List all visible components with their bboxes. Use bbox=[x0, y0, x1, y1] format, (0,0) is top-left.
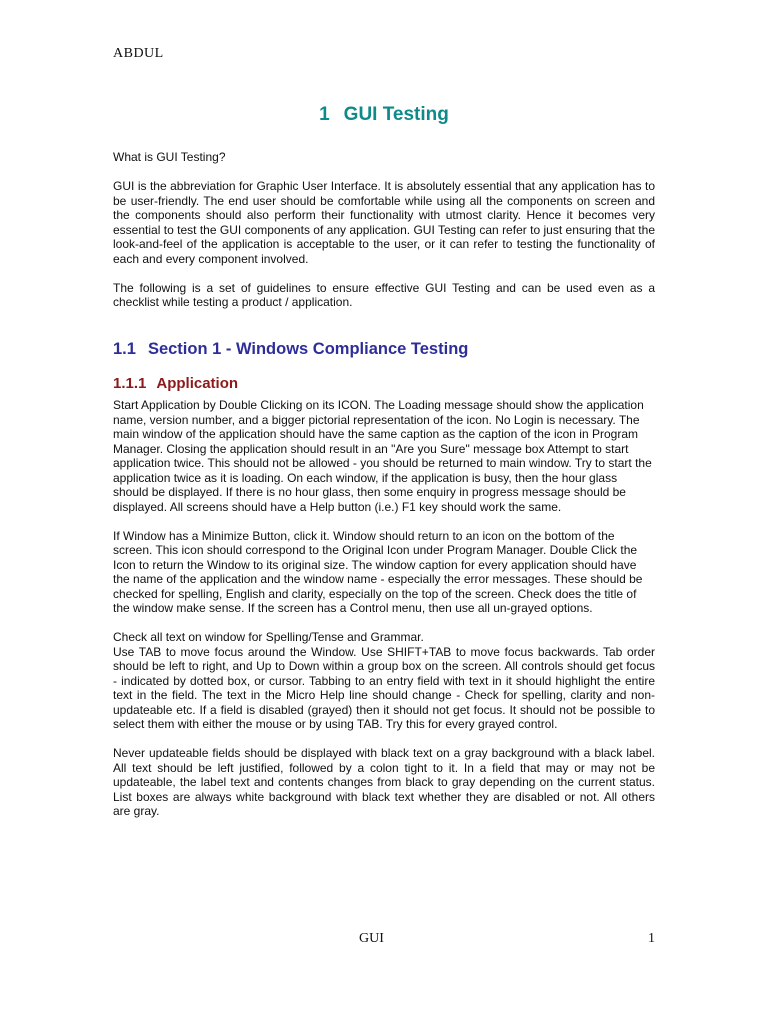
application-paragraph-3b: Use TAB to move focus around the Window. Use SHIFT+TAB to move focus backwards. Tab order should be left to right, and Up to Down within a group box on the screen. All controls should get focus - indicated by dotted box, or cursor. Tabbing to an entry field with text in it should highlight the entire text in the field. The text in the Micro Help line should change - Check for spelling, clarity and non-updateable etc. If a field is disabled (grayed) then it should not get focus. It should not be possible to select them with either the mouse or by using TAB. Try this for every grayed control. bbox=[113, 644, 655, 731]
heading-1 bbox=[0, 104, 768, 126]
heading-2-title: Section 1 - Windows Compliance Testing bbox=[147, 340, 469, 358]
heading-3 bbox=[113, 375, 238, 392]
application-paragraph-3a: Check all text on window for Spelling/Tense and Grammar. bbox=[113, 630, 424, 644]
heading-2 bbox=[113, 340, 468, 359]
intro-question: What is GUI Testing? bbox=[113, 150, 226, 164]
heading-1-title: GUI Testing bbox=[343, 104, 449, 125]
intro-definition: GUI is the abbreviation for Graphic User Interface. It is absolutely essential that any application has to be user-friendly. The end user should be comfortable while using all the components on screen and the components should also perform their functionality with utmost clarity. Hence it becomes very essential to test the GUI components of any application. GUI Testing can refer to just ensuring that the look-and-feel of the application is acceptable to the user, or it can refer to testing the functionality of each and every component involved. bbox=[113, 179, 655, 266]
application-paragraph-2: If Window has a Minimize Button, click it. Window should return to an icon on the bottom of the screen. This icon should correspond to the Original Icon under Program Manager. Double Click the Icon to return the Window to its original size. The window caption for every application should have the name of the application and the window name - especially the error messages. These should be checked for spelling, English and clarity, especially on the top of the screen. Check does the title of the window make sense. If the screen has a Control menu, then use all un-grayed options. bbox=[113, 528, 643, 615]
intro-section bbox=[113, 150, 655, 310]
heading-2-number: 1.1 bbox=[113, 340, 136, 358]
application-paragraph-4: Never updateable fields should be displayed with black text on a gray background with a black label. All text should be left justified, followed by a colon tight to it. In a field that may or may not be updateable, the label text and contents changes from black to gray depending on the current status. List boxes are always white background with black text whether they are disabled or not. All others are gray. bbox=[113, 746, 655, 818]
heading-3-title: Application bbox=[156, 375, 239, 392]
heading-1-number: 1 bbox=[319, 104, 330, 125]
application-section bbox=[113, 398, 655, 819]
page-number: 1 bbox=[648, 931, 655, 946]
intro-guidelines: The following is a set of guidelines to ensure effective GUI Testing and can be used even as a checklist while testing a product / application. bbox=[113, 280, 655, 309]
page-header: ABDUL bbox=[113, 46, 164, 61]
heading-3-number: 1.1.1 bbox=[113, 375, 147, 392]
footer-title: GUI bbox=[359, 931, 384, 946]
application-paragraph-1: Start Application by Double Clicking on its ICON. The Loading message should show the application name, version number, and a bigger pictorial representation of the icon. No Login is necessary. The main window of the application should have the same caption as the caption of the icon in Program Manager. Closing the application should result in an "Are you Sure" message box Attempt to start application twice. This should not be allowed - you should be returned to main window. Try to start the application twice as it is loading. On each window, if the application is busy, then the hour glass should be displayed. If there is no hour glass, then some enquiry in progress message should be displayed. All screens should have a Help button (i.e.) F1 key should work the same. bbox=[113, 398, 652, 514]
